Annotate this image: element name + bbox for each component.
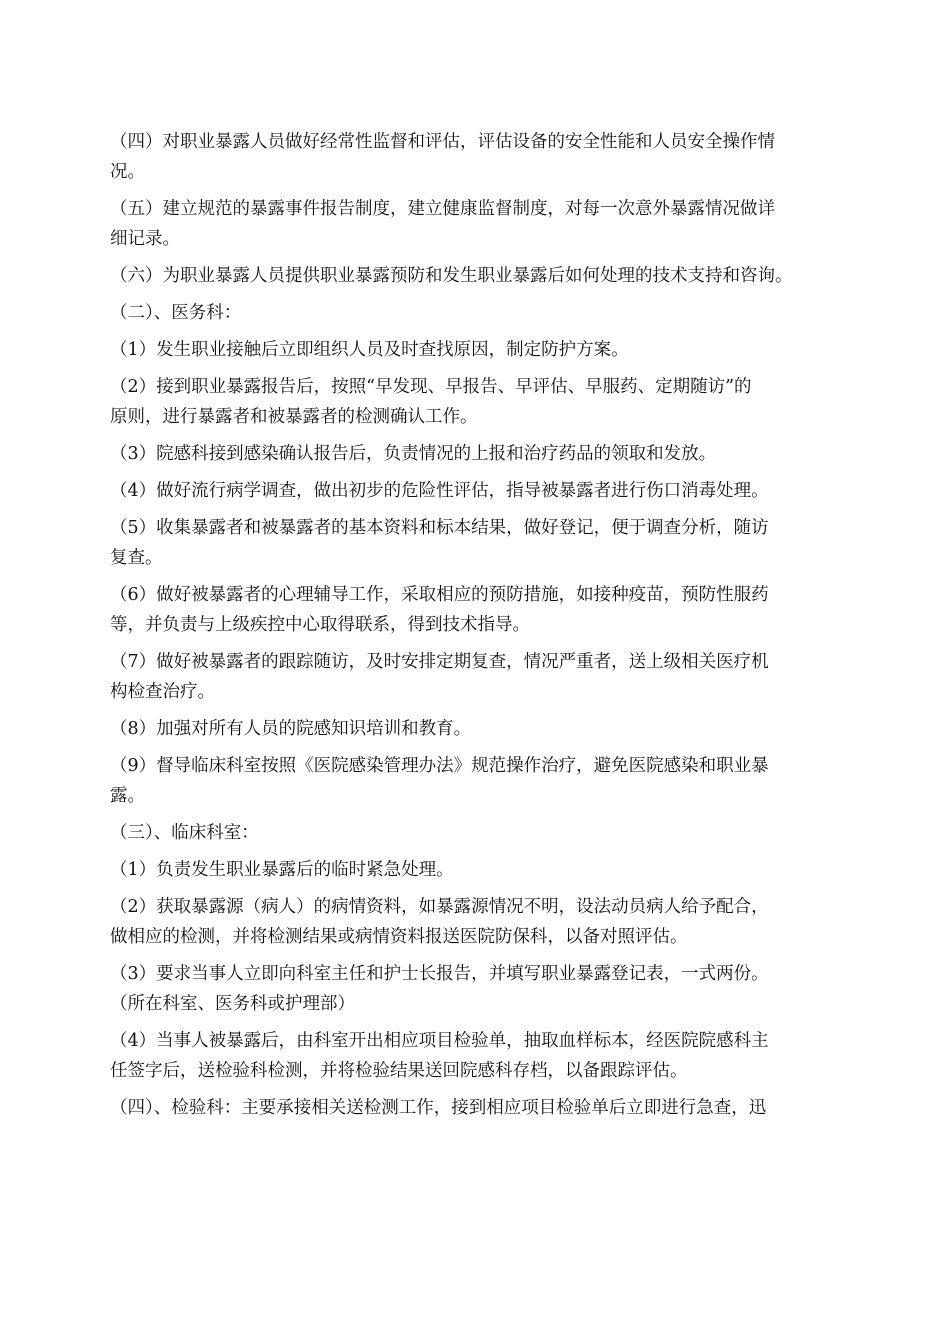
text-line: （五）建立规范的暴露事件报告制度，建立健康监督制度，对每一次意外暴露情况做详 (110, 199, 775, 219)
text-line: （四）、检验科：主要承接相关送检测工作，接到相应项目检验单后立即进行急查，迅 (110, 1098, 767, 1118)
paragraph (110, 855, 845, 885)
text-line: （1）负责发生职业暴露后的临时紧急处理。 (110, 860, 454, 880)
paragraph (110, 647, 845, 707)
paragraph (110, 194, 845, 254)
text-line: 等，并负责与上级疾控中心取得联系，得到技术指导。 (110, 615, 530, 635)
paragraph (110, 714, 845, 744)
paragraph (110, 372, 845, 432)
text-line: （三）、临床科室： (110, 823, 259, 843)
text-line: （5）收集暴露者和被暴露者的基本资料和标本结果，做好登记，便于调查分析，随访 (110, 518, 769, 538)
paragraph (110, 1093, 845, 1123)
text-line: （3）要求当事人立即向科室主任和护士长报告，并填写职业暴露登记表，一式两份。 (110, 964, 769, 984)
text-line: （六）为职业暴露人员提供职业暴露预防和发生职业暴露后如何处理的技术支持和咨询。 (110, 266, 793, 286)
text-line: （4）当事人被暴露后，由科室开出相应项目检验单，抽取血样标本，经医院院感科主 (110, 1031, 769, 1051)
text-line: 况。 (110, 162, 145, 182)
text-line: 做相应的检测，并将检测结果或病情资料报送医院防保科，以备对照评估。 (110, 927, 688, 947)
text-line: （所在科室、医务科或护理部） (110, 994, 355, 1014)
paragraph (110, 818, 845, 848)
text-line: 原则，进行暴露者和被暴露者的检测确认工作。 (110, 407, 478, 427)
document-body (110, 127, 845, 1130)
text-line: （二）、医务科： (110, 303, 242, 323)
paragraph (110, 127, 845, 187)
paragraph (110, 1026, 845, 1086)
text-line: 细记录。 (110, 229, 180, 249)
paragraph (110, 439, 845, 469)
paragraph (110, 298, 845, 328)
text-line: 露。 (110, 786, 145, 806)
paragraph (110, 751, 845, 811)
paragraph (110, 261, 845, 291)
paragraph (110, 335, 845, 365)
text-line: （8）加强对所有人员的院感知识培训和教育。 (110, 719, 472, 739)
paragraph (110, 892, 845, 952)
text-line: （四）对职业暴露人员做好经常性监督和评估，评估设备的安全性能和人员安全操作情 (110, 132, 775, 152)
text-line: （2）获取暴露源（病人）的病情资料，如暴露源情况不明，设法动员病人给予配合， (110, 897, 769, 917)
text-line: （4）做好流行病学调查，做出初步的危险性评估，指导被暴露者进行伤口消毒处理。 (110, 481, 769, 501)
text-line: （3）院感科接到感染确认报告后，负责情况的上报和治疗药品的领取和发放。 (110, 444, 717, 464)
text-line: （7）做好被暴露者的跟踪随访，及时安排定期复查，情况严重者，送上级相关医疗机 (110, 652, 769, 672)
paragraph (110, 959, 845, 1019)
text-line: （6）做好被暴露者的心理辅导工作，采取相应的预防措施，如接种疫苗，预防性服药 (110, 585, 769, 605)
paragraph (110, 513, 845, 573)
text-line: （9）督导临床科室按照《医院感染管理办法》规范操作治疗，避免医院感染和职业暴 (110, 756, 769, 776)
text-line: 复查。 (110, 548, 163, 568)
text-line: 构检查治疗。 (110, 682, 215, 702)
text-line: （2）接到职业暴露报告后，按照“早发现、早报告、早评估、早服药、定期随访”的 (110, 377, 752, 397)
paragraph (110, 476, 845, 506)
text-line: 任签字后，送检验科检测，并将检验结果送回院感科存档，以备跟踪评估。 (110, 1061, 688, 1081)
text-line: （1）发生职业接触后立即组织人员及时查找原因，制定防护方案。 (110, 340, 629, 360)
paragraph (110, 580, 845, 640)
